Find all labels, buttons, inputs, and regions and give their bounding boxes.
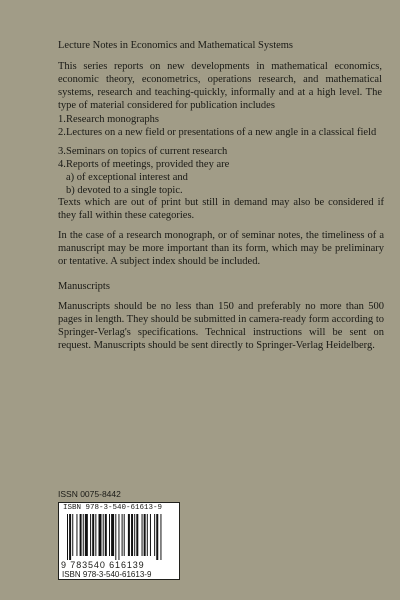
list-item xyxy=(58,145,388,158)
list-item xyxy=(58,158,388,171)
barcode-bar xyxy=(105,514,107,556)
barcode-bars xyxy=(67,514,175,560)
barcode-isbn-bottom: ISBN 978-3-540-61613-9 xyxy=(62,570,152,579)
barcode-bar xyxy=(147,514,148,556)
list-item xyxy=(58,113,388,126)
barcode-bar xyxy=(83,514,84,556)
barcode-bar xyxy=(111,514,114,556)
out-of-print-paragraph: Texts which are out of print but still in demand may also be considered if they fall within these categories. xyxy=(58,197,384,221)
barcode-bar xyxy=(142,514,143,556)
barcode-isbn-top: ISBN 978-3-540-61613-9 xyxy=(63,504,163,512)
list-item-text: Lectures on a new field or presentations of a new angle in a classical field xyxy=(66,127,377,138)
barcode-bar xyxy=(154,514,155,556)
list-item-number: 4. xyxy=(58,159,66,170)
manuscripts-paragraph: Manuscripts should be no less than 150 and preferably no more than 500 pages in length. They should be submitted in camera-ready form according to Springer-Verlag's specifications. Technical instructions will be sent on request. Manuscripts should be sent directly to Springer-Verlag Heidelberg. xyxy=(58,301,384,351)
barcode-bar xyxy=(150,514,151,556)
list-item-text: Seminars on topics of current research xyxy=(66,146,228,157)
barcode-bar xyxy=(115,514,116,560)
issn-label: ISSN 0075-8442 xyxy=(58,489,121,499)
barcode-bar xyxy=(109,514,110,556)
barcode-bar xyxy=(99,514,102,556)
barcode-bar xyxy=(136,514,138,556)
intro-paragraph: This series reports on new developments in mathematical economics, economic theory, econometrics, operations research, and mathematical systems, research and teaching-quickly, informally and at a high level. The type of material considered for publication includes xyxy=(58,61,382,111)
list-item-number: 2. xyxy=(58,127,66,138)
list-item-number: 1. xyxy=(58,114,66,125)
barcode-bar xyxy=(156,514,158,560)
barcode-bar xyxy=(67,514,68,560)
meeting-condition: a) of exceptional interest and xyxy=(66,172,188,183)
barcode-bar xyxy=(103,514,104,556)
isbn-barcode xyxy=(58,502,180,580)
barcode-bar xyxy=(131,514,133,556)
barcode-bar xyxy=(69,514,71,560)
list-item-text: Reports of meetings, provided they are xyxy=(66,159,230,170)
barcode-bar xyxy=(85,514,88,556)
barcode-bar xyxy=(95,514,96,556)
list-item-text: Research monographs xyxy=(66,114,160,125)
series-title: Lecture Notes in Economics and Mathematical Systems xyxy=(58,40,294,51)
meeting-condition: b) devoted to a single topic. xyxy=(66,185,183,196)
list-item xyxy=(58,126,388,139)
barcode-bar xyxy=(134,514,135,556)
list-item-number: 3. xyxy=(58,146,66,157)
timeliness-paragraph: In the case of a research monograph, or of seminar notes, the timeliness of a manuscript may be more important than its form, which may be preliminary or tentative. A subject index should be included. xyxy=(58,230,384,267)
barcode-bar xyxy=(72,514,73,556)
barcode-bar xyxy=(122,514,123,556)
barcode-bar xyxy=(160,514,161,560)
manuscripts-heading: Manuscripts xyxy=(58,281,110,292)
barcode-bar xyxy=(118,514,119,560)
barcode-bar xyxy=(128,514,130,556)
barcode-bar xyxy=(90,514,91,556)
barcode-digits: 9 783540 616139 xyxy=(61,560,145,570)
barcode-bar xyxy=(124,514,125,556)
barcode-bar xyxy=(92,514,94,556)
barcode-bar xyxy=(144,514,146,556)
barcode-bar xyxy=(80,514,82,556)
barcode-bar xyxy=(76,514,77,556)
material-types-list xyxy=(58,113,388,197)
